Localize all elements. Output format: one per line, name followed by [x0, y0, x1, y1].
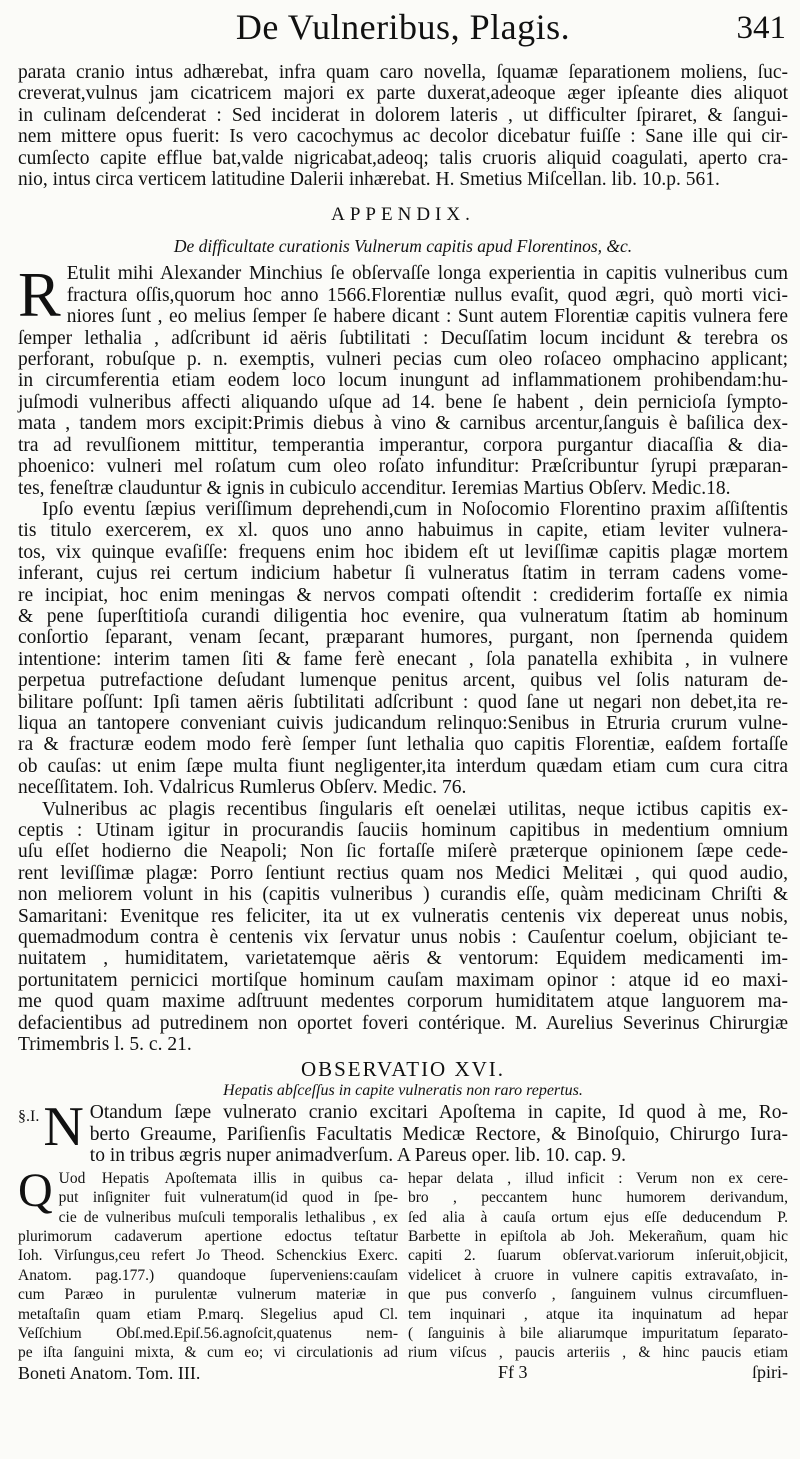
- text-line: Otandum ſæpe vulnerato cranio excitari Apoſtema in capite, Id quod à me, Ro-: [89, 1102, 788, 1124]
- paragraph-severinus: [18, 799, 788, 1056]
- text-line: ceptis : Utinam igitur in procurandis ſauciis hominum capitibus in medentium omnium: [18, 820, 788, 841]
- paragraph-minchius: [18, 259, 788, 499]
- text-line: ob cauſas: ut enim ſæpe multa fiunt negligenter,ita interdum quædam etiam cum cura citra: [18, 755, 788, 777]
- catchword-left: Boneti Anatom. Tom. III.: [18, 1362, 201, 1383]
- section-1: [18, 1096, 788, 1167]
- text-line: to in tribus ægris nuper animadverſum. A Pareus oper. lib. 10. cap. 9.: [89, 1145, 626, 1167]
- text-line: intentione: interim tamen ſiti & fame ferè enecant , ſola panatella exhibita , in vulnere: [18, 648, 788, 670]
- text-line: juſmodi vulneribus affecti aliquando uſque ad 14. bene ſe habent , dein pernicioſa ſympto-: [18, 391, 788, 413]
- text-line: tis titulo exercerem, ex xl. quos uno anno habuimus in capite, etiam leviter vulnera-: [18, 520, 788, 542]
- text-line: Samaritani: Evenitque res feliciter, ita ut ex vulneratis centenis vix depereat unus nobis,: [18, 905, 788, 927]
- page-header: [18, 0, 788, 62]
- text-line: portunitatem pernicici mortiſque hominum cauſam maximam opinor : atque id eo maxi-: [18, 969, 788, 991]
- column-line: rium viſcus , paucis arteriis , & hinc paucis etiam: [408, 1344, 788, 1362]
- column-line: plurimorum cadaverum apertione edoctus teſtatur: [18, 1227, 398, 1245]
- text-line: Trimembris l. 5. c. 21.: [18, 1034, 192, 1056]
- signature-mark: Ff 3: [498, 1361, 528, 1382]
- column-line: que pus converſo , ſanguinem vulnus circumfluen-: [408, 1286, 788, 1304]
- text-line: neceſſitatem. Ioh. Vdalricus Rumlerus Obſerv. Medic. 76.: [18, 777, 467, 799]
- text-line: bilitare poſſunt: Ipſi tamen aëris ſubtilitati adſcribunt : quod ſane ut negari non debet,ita re-: [18, 691, 788, 713]
- column-line: cum Paræo in purulentæ vulnerum materiæ in: [18, 1286, 398, 1304]
- text-line: perforant, robuſque p. n. exemptis, vulneri pecias cum oleo roſaceo omphacino applicant;: [18, 349, 788, 371]
- column-line: put inſigniter fuit vulneratum(id quod in ſpe-: [58, 1189, 398, 1207]
- text-line: niores ſunt , eo melius ſemper ſe habere dicant : Sunt autem Florentiæ capitis vulnera fere: [66, 306, 788, 328]
- column-line: Anatom. pag.177.) quandoque ſuperveniens:cauſam: [18, 1266, 398, 1284]
- paragraph-rumlerus: [18, 499, 788, 799]
- page-footer: [408, 1363, 788, 1382]
- text-line: creverat,vulnus jam cicatricem majori ex parte duxerat,adeoque æger ipſeante dies aliquot: [18, 83, 788, 105]
- text-line: ra & fracturæ eodem modo ferè ſemper ſunt lethalia quo capitis Florentiæ, eaſdem fortaſſe: [18, 734, 788, 756]
- appendix-subheading: De difficultate curationis Vulnerum capitis apud Florentinos, &c.: [173, 236, 633, 257]
- catchword-right: ſpiri-: [752, 1361, 788, 1382]
- column-line: ſed alia à cauſa ortum ejus eſſe deducendum P.: [408, 1208, 788, 1226]
- text-line: & pene ſuperſtitioſa curandi diligentia hoc evenire, qua vulneratum ſtatim ab hominum: [18, 605, 788, 627]
- text-line: in culinam deſcenderat : Sed inciderat in dolorem lateris , ut difficulter ſpiraret, & ſangui-: [18, 104, 788, 126]
- appendix-heading: APPENDIX.: [331, 204, 475, 226]
- column-line: capiti 2. ſuarum obſervat.variorum inſeruit,objicit,: [408, 1247, 788, 1265]
- text-line: Etulit mihi Alexander Minchius ſe obſervaſſe longa experientia in capitis vulneribus cum: [66, 263, 788, 285]
- two-column-text: [18, 1163, 788, 1383]
- column-line: videlicet à cruore in vulnere capitis extravaſato, in-: [408, 1266, 788, 1284]
- text-line: tra ad revulſionem mittitur, temperantia imperantur, corpora purgantur diacaſſia & dia-: [18, 434, 788, 456]
- text-line: ſemper lethalia , adſcribunt id aëris ſubtilitati : Decuſſatim locum incidunt & terebra os: [18, 327, 788, 349]
- text-line: quemadmodum contra è centenis vix ſervatur unus nobis : Cauſentur coelum, objiciant te-: [18, 927, 788, 949]
- text-line: in circumferentia etiam eodem loco locum inungunt ad inflammationem prohibendam:hu-: [18, 370, 788, 392]
- text-line: liqua an tantopere conveniant cuivis judicandum relinquo:Senibus in Etruria crurum vulne-: [18, 712, 788, 734]
- drop-cap-r: R: [18, 259, 61, 331]
- text-line: uſu eſſet hodierno die Neapoli; Non ſic fortaſſe miſerè præterque opinionem ſæpe cede-: [18, 841, 788, 863]
- left-column: [18, 1163, 398, 1383]
- text-line: parata cranio intus adhærebat, infra quam caro novella, ſquamæ ſeparationem moliens, ſuc-: [18, 62, 788, 83]
- column-line: cie de vulneribus muſculi temporalis lethalibus , ex: [58, 1208, 398, 1226]
- column-line: Ioh. Virſungus,ceu refert Jo Theod. Schenckius Exerc.: [18, 1247, 398, 1265]
- column-line: ( ſanguinis à bile aliarumque impuritatum ſeparato-: [408, 1324, 788, 1342]
- column-line: Barbette in epiſtola ab Joh. Mekerañum, quam hic: [408, 1227, 788, 1245]
- text-line: perpetua putrefactione deſudant lumenque penitus arcent, quibus vel ſolis naturam de-: [18, 670, 788, 692]
- text-line: inferant, cujus rei certum indicium habetur ſi vulneratus ſtatim in terram cadens vome-: [18, 563, 788, 585]
- running-title: De Vulneribus, Plagis.: [235, 7, 571, 47]
- text-line: me quod quam maxime adſtruunt medentes corporum humiditatem atque languorem ma-: [18, 991, 788, 1013]
- text-line: nuitatem , humiditatem, varietatemque aëris & ventorum: Equidem medicamenti im-: [18, 948, 788, 970]
- text-line: phoenico: vulneri mel roſatum cum oleo roſato infunditur: Præſcribuntur ſyrupi præparan-: [18, 456, 788, 478]
- column-line: Veſſchium Obſ.med.Epiſ.56.agnoſcit,quatenus nem-: [18, 1324, 398, 1342]
- text-line: non meliorem volunt in his (capitis vulneribus ) curandis eſſe, quàm medicinam Chriſti &: [18, 884, 788, 906]
- column-line: bro , peccantem hunc humorem derivandum,: [408, 1189, 788, 1207]
- text-line: fractura oſſis,quorum hoc anno 1566.Florentiæ nullus evaſit, quod ægri, quò morti vici-: [66, 284, 788, 306]
- text-line: tos, vix quinque evaſiſſe: frequens enim hoc ibidem eſt ut leviſſimæ capitis plagæ mortem: [18, 541, 788, 563]
- text-line: Vulneribus ac plagis recentibus ſingularis eſt oenelæi utilitas, neque ictibus capitis ex-: [42, 798, 788, 820]
- column-line: Uod Hepatis Apoſtemata illis in quibus ca-: [58, 1169, 398, 1187]
- intro-paragraph: [18, 62, 788, 190]
- section-label: §.I.: [18, 1108, 40, 1126]
- drop-cap-n: N: [43, 1096, 84, 1159]
- text-line: cumſecto capite efflue bat,valde nigricabat,adeoq; talis cruoris aliquid coagulati, aperto cra-: [18, 147, 788, 169]
- text-line: Ipſo eventu ſæpius veriſſimum deprehendi,cum in Noſocomio Florentino praxim aſſiſtentis: [42, 498, 788, 520]
- text-line: defacientibus ad putredinem non oportet foveri contérique. M. Aurelius Severinus Chirurgiæ: [18, 1012, 788, 1034]
- text-line: mata , tandem mors excipit:Primis diebus à vino & carnibus arcentur,ſanguis è baſilica dex-: [18, 413, 788, 435]
- column-line: metaſtaſin quam etiam P.marq. Slegelius apud Cl.: [18, 1305, 398, 1323]
- text-line: conſortio ſeparant, venam ſecant, præparant humores, purgant, non ſpernenda quidem: [18, 627, 788, 649]
- text-line: tes, feneſtræ clauduntur & ignis in cubiculo accenditur. Ieremias Martius Obſerv. Medic.18.: [18, 477, 731, 499]
- drop-cap-q: Q: [18, 1163, 53, 1217]
- page-number: 341: [736, 10, 786, 46]
- text-line: nem mittere opus fuerit: Is vero cacochymus ac decolor dicebatur fuiſſe : Sane ille qui cir-: [18, 126, 788, 148]
- column-line: pe iſta ſanguini mixta, & cum eo; vi circulationis ad: [18, 1344, 398, 1362]
- column-line: tem inquinari , atque ita inquinatum ad hepar: [408, 1305, 788, 1323]
- observatio-heading: OBSERVATIO XVI.: [300, 1057, 506, 1082]
- text-line: rent leviſſimæ plagæ: Porro ſentiunt rectius quam nos Medici Melitæi , qui quod audio,: [18, 862, 788, 884]
- text-line: re incipiat, hoc enim meningas & nervos compati oſtendit : crediderim fortaſſe ex nimia: [18, 584, 788, 606]
- observatio-subheading: Hepatis abſceſſus in capite vulneratis non raro repertus.: [223, 1082, 583, 1100]
- column-line: hepar delata , illud inficit : Verum non ex cere-: [408, 1169, 788, 1187]
- text-line: nio, intus circa verticem latitudine Dalerii inhærebat. H. Smetius Miſcellan. lib. 10.p. 561.: [18, 169, 720, 191]
- right-column: [408, 1169, 788, 1383]
- text-line: berto Greaume, Pariſienſis Facultatis Medicæ Rectore, & Binoſquio, Chirurgo Iura-: [89, 1123, 788, 1145]
